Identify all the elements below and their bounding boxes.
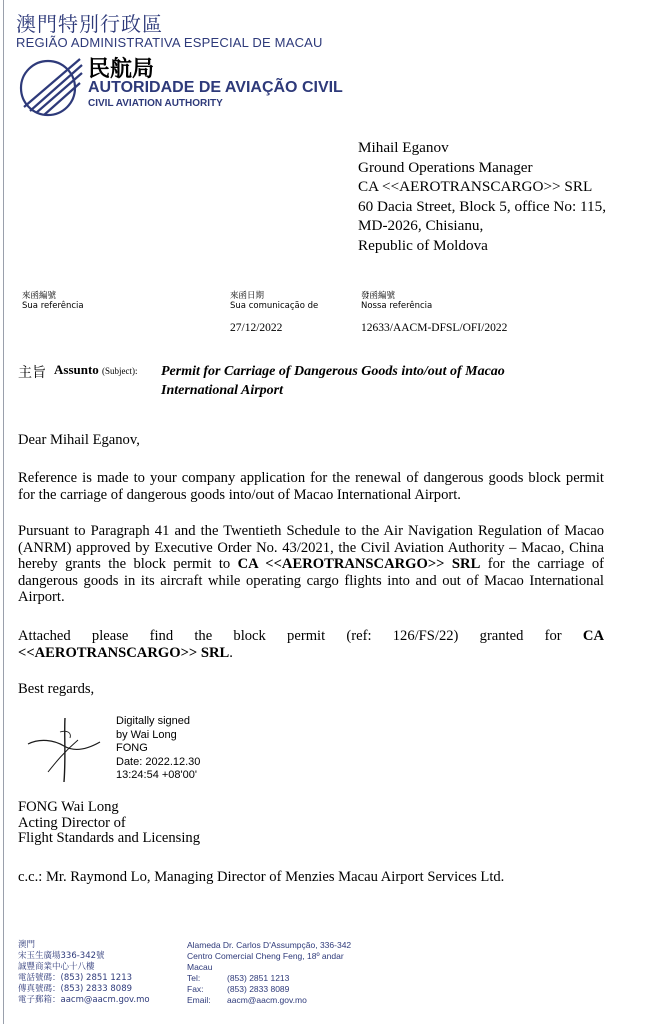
subject-label-pt: Assunto [54, 362, 99, 377]
paragraph-2-text: for the carriage of dangerous goods in its aircraft while operating cargo flights into and out of Macao International Airport. [18, 556, 604, 605]
authority-name-zh: 民航局 [88, 57, 155, 82]
your-communication-date: 27/12/2022 [230, 322, 283, 334]
company-name: CA <<AEROTRANSCARGO>> SRL [237, 556, 481, 572]
signature-line: 13:24:54 +08'00' [116, 769, 197, 781]
page-border [3, 0, 4, 1024]
paragraph-2 [18, 523, 604, 606]
footer-line: Alameda Dr. Carlos D'Assumpção, 336-342 [187, 940, 352, 950]
closing: Best regards, [18, 681, 95, 697]
address-line: Republic of Moldova [358, 236, 488, 254]
footer-line: 誠豐商業中心十八樓 [18, 962, 95, 972]
subject-label [54, 362, 138, 378]
signer-title: Flight Standards and Licensing [18, 830, 200, 846]
footer-line: Macau [187, 962, 213, 972]
footer-line: 澳門 [18, 940, 36, 950]
subject-line: International Airport [161, 383, 284, 398]
contact-value: (853) 2851 1213 [227, 973, 290, 983]
contact-label: Tel: [187, 973, 201, 983]
handwritten-signature [20, 710, 108, 790]
signer-name: FONG Wai Long [18, 799, 119, 815]
paragraph-3-text: Attached please find the block permit (ref: 126/FS/22) granted for [18, 628, 583, 644]
digital-signature-info [116, 715, 200, 783]
authority-name-pt: AUTORIDADE DE AVIAÇÃO CIVIL [88, 79, 343, 96]
our-reference-value: 12633/AACM-DFSL/OFI/2022 [361, 322, 508, 334]
footer-line: 傳真號碼：(853) 2833 8089 [18, 984, 133, 994]
authority-name-en: CIVIL AVIATION AUTHORITY [88, 98, 223, 109]
your-communication [230, 291, 318, 334]
contact-label: Email: [187, 995, 211, 1005]
contact-label: Fax: [187, 984, 204, 994]
signature-line: by Wai Long [116, 728, 177, 741]
footer-line: 宋玉生廣場336-342號 [18, 951, 105, 961]
footer-contact-fax [187, 984, 351, 995]
footer-contact-tel [187, 973, 351, 984]
recipient-address [358, 138, 606, 255]
subject-label-en: (Subject): [102, 366, 138, 376]
paragraph-2-text: Pursuant to Paragraph 41 and the Twentieth Schedule to the Air Navigation Regulation of Macao (ANRM) approved by Executive Order No. 43/2021, the Civil Aviation Authority – Macao, China hereby grants the block permit to [18, 523, 604, 572]
footer-address-pt [187, 940, 351, 1006]
signer-block [18, 800, 200, 847]
address-line: Mihail Eganov [358, 139, 449, 156]
your-reference-label-pt: Sua referência [22, 301, 84, 311]
our-reference [361, 291, 507, 334]
subject-text [161, 362, 581, 400]
address-line: Ground Operations Manager [358, 158, 533, 176]
paragraph-1: Reference is made to your company application for the renewal of dangerous goods block permit for the carriage of dangerous goods into/out of Macao International Airport. [18, 470, 604, 503]
footer-contact-email [187, 995, 351, 1006]
subject-label-zh: 主旨 [18, 365, 46, 381]
your-reference-label-zh: 來函編號 [22, 291, 57, 301]
address-line: MD-2026, Chisianu, [358, 217, 484, 234]
your-communication-label-zh: 來函日期 [230, 291, 265, 301]
signature-line: Date: 2022.12.30 [116, 755, 201, 768]
paragraph-3-text: . [229, 644, 233, 661]
address-line: CA <<AEROTRANSCARGO>> SRL [358, 178, 593, 195]
paragraph-3 [18, 628, 604, 661]
footer-address-zh [18, 940, 150, 1006]
our-reference-label-zh: 發函編號 [361, 291, 396, 301]
company-name: CA <<AEROTRANSCARGO>> SRL [18, 628, 604, 661]
region-name-pt: REGIÃO ADMINISTRATIVA ESPECIAL DE MACAU [16, 35, 323, 50]
caa-logo-icon [14, 55, 84, 117]
address-line: 60 Dacia Street, Block 5, office No: 115, [358, 197, 606, 215]
footer-line: Centro Comercial Cheng Feng, 18º andar [187, 951, 344, 961]
signature-line: Digitally signed [116, 715, 190, 727]
contact-value: (853) 2833 8089 [227, 984, 290, 994]
greeting: Dear Mihail Eganov, [18, 432, 140, 448]
your-communication-label-pt: Sua comunicação de [230, 301, 319, 311]
contact-value: aacm@aacm.gov.mo [227, 995, 307, 1005]
signature-line: FONG [116, 742, 148, 754]
your-reference [22, 291, 84, 311]
carbon-copy: c.c.: Mr. Raymond Lo, Managing Director of Menzies Macau Airport Services Ltd. [18, 869, 505, 885]
region-name-zh: 澳門特別行政區 [16, 12, 163, 36]
signer-title: Acting Director of [18, 814, 126, 831]
footer-line: 電子郵箱：aacm@aacm.gov.mo [18, 995, 150, 1005]
our-reference-label-pt: Nossa referência [361, 301, 433, 311]
subject-line: Permit for Carriage of Dangerous Goods into/out of Macao [161, 364, 505, 379]
footer-line: 電話號碼：(853) 2851 1213 [18, 973, 133, 983]
